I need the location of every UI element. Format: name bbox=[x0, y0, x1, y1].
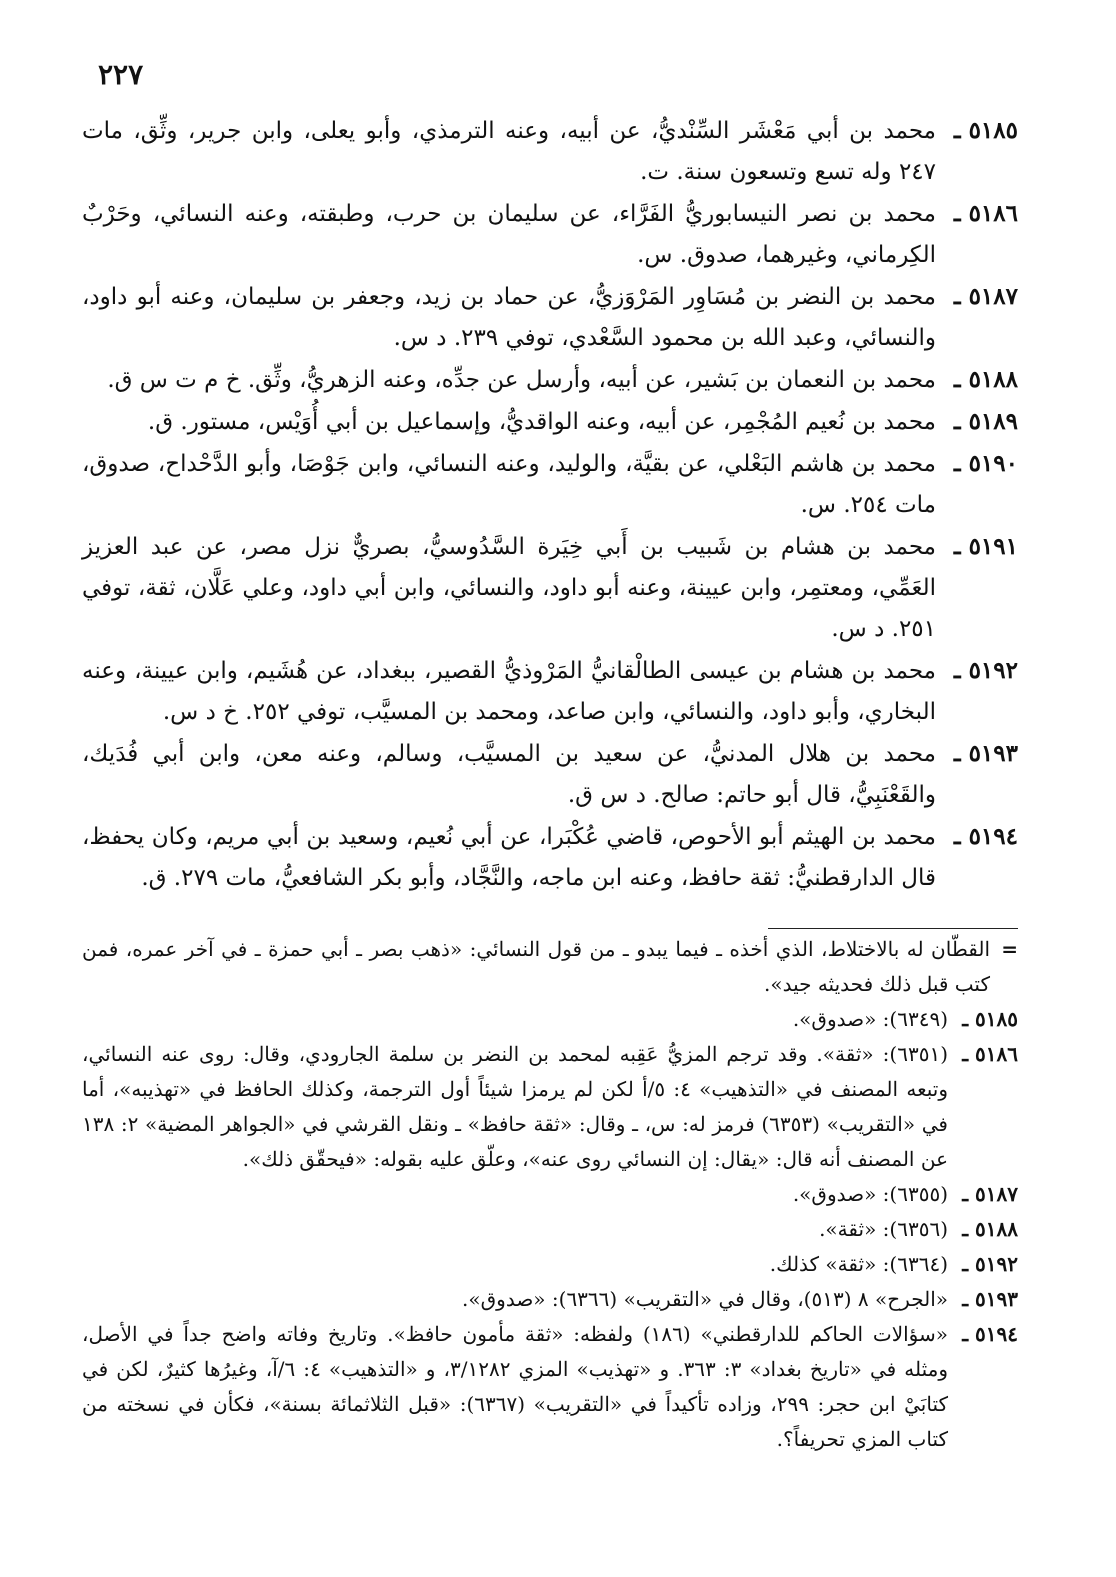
entry bbox=[82, 816, 1018, 899]
footnote-text: (٦٣٤٩): «صدوق». bbox=[792, 1007, 948, 1031]
footnote-separator bbox=[768, 928, 1018, 929]
entry-number: ٥١٨٨ ـ bbox=[953, 366, 1018, 393]
footnote bbox=[82, 1247, 1018, 1282]
entry-text: محمد بن أبي مَعْشَر السِّنْديُّ، عن أبيه، وعنه الترمذي، وأبو يعلى، وابن جرير، وثِّق، مات ٢٤٧ وله تسع وتسعون سنة. ت. bbox=[82, 118, 936, 185]
footnote-text: «الجرح» ٨ (٥١٣)، وقال في «التقريب» (٦٣٦٦): «صدوق». bbox=[462, 1287, 948, 1311]
footnotes bbox=[82, 932, 1018, 1457]
footnote-number: ٥١٩٣ ـ bbox=[962, 1287, 1018, 1311]
entry bbox=[82, 650, 1018, 733]
entry bbox=[82, 443, 1018, 526]
entry bbox=[82, 526, 1018, 650]
entry bbox=[82, 276, 1018, 359]
footnote bbox=[82, 1002, 1018, 1037]
entry-text: محمد بن هاشم البَعْلي، عن بقيَّة، والوليد، وعنه النسائي، وابن جَوْصَا، وأبو الدَّحْداح، صدوق، مات ٢٥٤. س. bbox=[82, 451, 936, 518]
entry bbox=[82, 193, 1018, 276]
continuation-mark: = bbox=[1001, 937, 1019, 961]
footnote-text: (٦٣٦٤): «ثقة» كذلك. bbox=[769, 1252, 948, 1276]
footnote-number: ٥١٩٤ ـ bbox=[962, 1322, 1018, 1346]
footnote bbox=[82, 1317, 1018, 1457]
entry-text: محمد بن النعمان بن بَشير، عن أبيه، وأرسل عن جدِّه، وعنه الزهريُّ، وثِّق. خ م ت س ق. bbox=[107, 367, 936, 393]
footnote-number: ٥١٨٦ ـ bbox=[962, 1042, 1018, 1066]
entry-number: ٥١٨٧ ـ bbox=[953, 283, 1018, 310]
page-number: ٢٢٧ bbox=[98, 58, 144, 91]
entry-number: ٥١٩٢ ـ bbox=[953, 657, 1018, 684]
entry bbox=[82, 401, 1018, 443]
footnote bbox=[82, 1212, 1018, 1247]
entry-text: محمد بن النضر بن مُسَاوِر المَرْوَزيُّ، عن حماد بن زيد، وجعفر بن سليمان، وعنه أبو داود، والنسائي، وعبد الله بن محمود السَّعْدي، توفي ٢٣٩. د س. bbox=[82, 284, 936, 351]
entry-number: ٥١٨٩ ـ bbox=[953, 408, 1018, 435]
footnote bbox=[82, 1037, 1018, 1177]
footnote-number: ٥١٩٢ ـ bbox=[962, 1252, 1018, 1276]
entry-number: ٥١٩٤ ـ bbox=[953, 823, 1018, 850]
entry-text: محمد بن هشام بن شَبيب بن أَبي خِيَرة السَّدُوسيُّ، بصريٌّ نزل مصر، عن عبد العزيز العَمِّي، ومعتمِر، وابن عيينة، وعنه أبو داود، والنسائي، وابن أبي داود، وعلي عَلَّان، ثقة، توفي ٢٥١. د س. bbox=[82, 534, 936, 642]
footnote-text: (٦٣٥٦): «ثقة». bbox=[819, 1217, 948, 1241]
entry-text: محمد بن هلال المدنيُّ، عن سعيد بن المسيَّب، وسالم، وعنه معن، وابن أبي فُدَيك، والقَعْنَبِيُّ، قال أبو حاتم: صالح. د س ق. bbox=[82, 741, 936, 808]
entry-number: ٥١٨٦ ـ bbox=[953, 200, 1018, 227]
entry-text: محمد بن نصر النيسابوريُّ الفَرَّاء، عن سليمان بن حرب، وطبقته، وعنه النسائي، وحَرْبٌ الكِرماني، وغيرهما، صدوق. س. bbox=[82, 201, 936, 268]
entry-text: محمد بن الهيثم أبو الأحوص، قاضي عُكْبَرا، عن أبي نُعيم، وسعيد بن أبي مريم، وكان يحفظ، قال الدارقطنيُّ: ثقة حافظ، وعنه ابن ماجه، والنَّجَّاد، وأبو بكر الشافعيُّ، مات ٢٧٩. ق. bbox=[82, 824, 936, 891]
entry bbox=[82, 359, 1018, 401]
footnote bbox=[82, 1282, 1018, 1317]
entry-number: ٥١٩١ ـ bbox=[953, 533, 1018, 560]
entry-number: ٥١٩٠ ـ bbox=[953, 450, 1018, 477]
entry-number: ٥١٩٣ ـ bbox=[953, 740, 1018, 767]
footnote-number: ٥١٨٧ ـ bbox=[962, 1182, 1018, 1206]
footnote-continuation bbox=[82, 932, 1018, 1002]
footnote-text: «سؤالات الحاكم للدارقطني» (١٨٦) ولفظه: «ثقة مأمون حافظ». وتاريخ وفاته واضح جداً في الأصل، ومثله في «تاريخ بغداد» ٣: ٣٦٣. و «تهذيب» المزي ٣/١٢٨٢، و «التذهيب» ٤: ٦/آ، وغيرُها كثيرٌ، لكن في كتابَيْ ابن حجر: ٢٩٩، وزاده تأكيداً في «التقريب» (٦٣٦٧): «قبل الثلاثمائة بسنة»، فكأن في نسخته من كتاب المزي تحريفاً؟. bbox=[82, 1322, 949, 1451]
footnote bbox=[82, 1177, 1018, 1212]
entry-text: محمد بن هشام بن عيسى الطالْقانيُّ المَرْوذيُّ القصير، ببغداد، عن هُشَيم، وابن عيينة، وعنه البخاري، وأبو داود، والنسائي، وابن صاعد، ومحمد بن المسيَّب، توفي ٢٥٢. خ د س. bbox=[82, 658, 936, 725]
footnote-text: (٦٣٥٥): «صدوق». bbox=[792, 1182, 948, 1206]
footnote-number: ٥١٨٥ ـ bbox=[962, 1007, 1018, 1031]
entry bbox=[82, 110, 1018, 193]
footnote-text: القطّان له بالاختلاط، الذي أخذه ـ فيما يبدو ـ من قول النسائي: «ذهب بصر ـ أبي حمزة ـ في آخر عمره، فمن كتب قبل ذلك فحديثه جيد». bbox=[82, 937, 991, 996]
entry-text: محمد بن نُعيم المُجْمِر، عن أبيه، وعنه الواقديُّ، وإسماعيل بن أبي أُوَيْس، مستور. ق. bbox=[147, 409, 936, 435]
footnote-number: ٥١٨٨ ـ bbox=[962, 1217, 1018, 1241]
entry-number: ٥١٨٥ ـ bbox=[953, 117, 1018, 144]
entry bbox=[82, 733, 1018, 816]
footnote-text: (٦٣٥١): «ثقة». وقد ترجم المزيُّ عَقِبه لمحمد بن النضر بن سلمة الجارودي، وقال: روى عنه النسائي، وتبعه المصنف في «التذهيب» ٤: ٥/أ لكن لم يرمزا شيئاً أول الترجمة، وكذلك الحافظ في «تهذيبه»، أما في «التقريب» (٦٣٥٣) فرمز له: س، ـ وقال: «ثقة حافظ» ـ ونقل القرشي في «الجواهر المضية» ٢: ١٣٨ عن المصنف أنه قال: «يقال: إن النسائي روى عنه»، وعلّق عليه بقوله: «فيحقّق ذلك». bbox=[82, 1042, 948, 1171]
main-text bbox=[82, 110, 1018, 899]
